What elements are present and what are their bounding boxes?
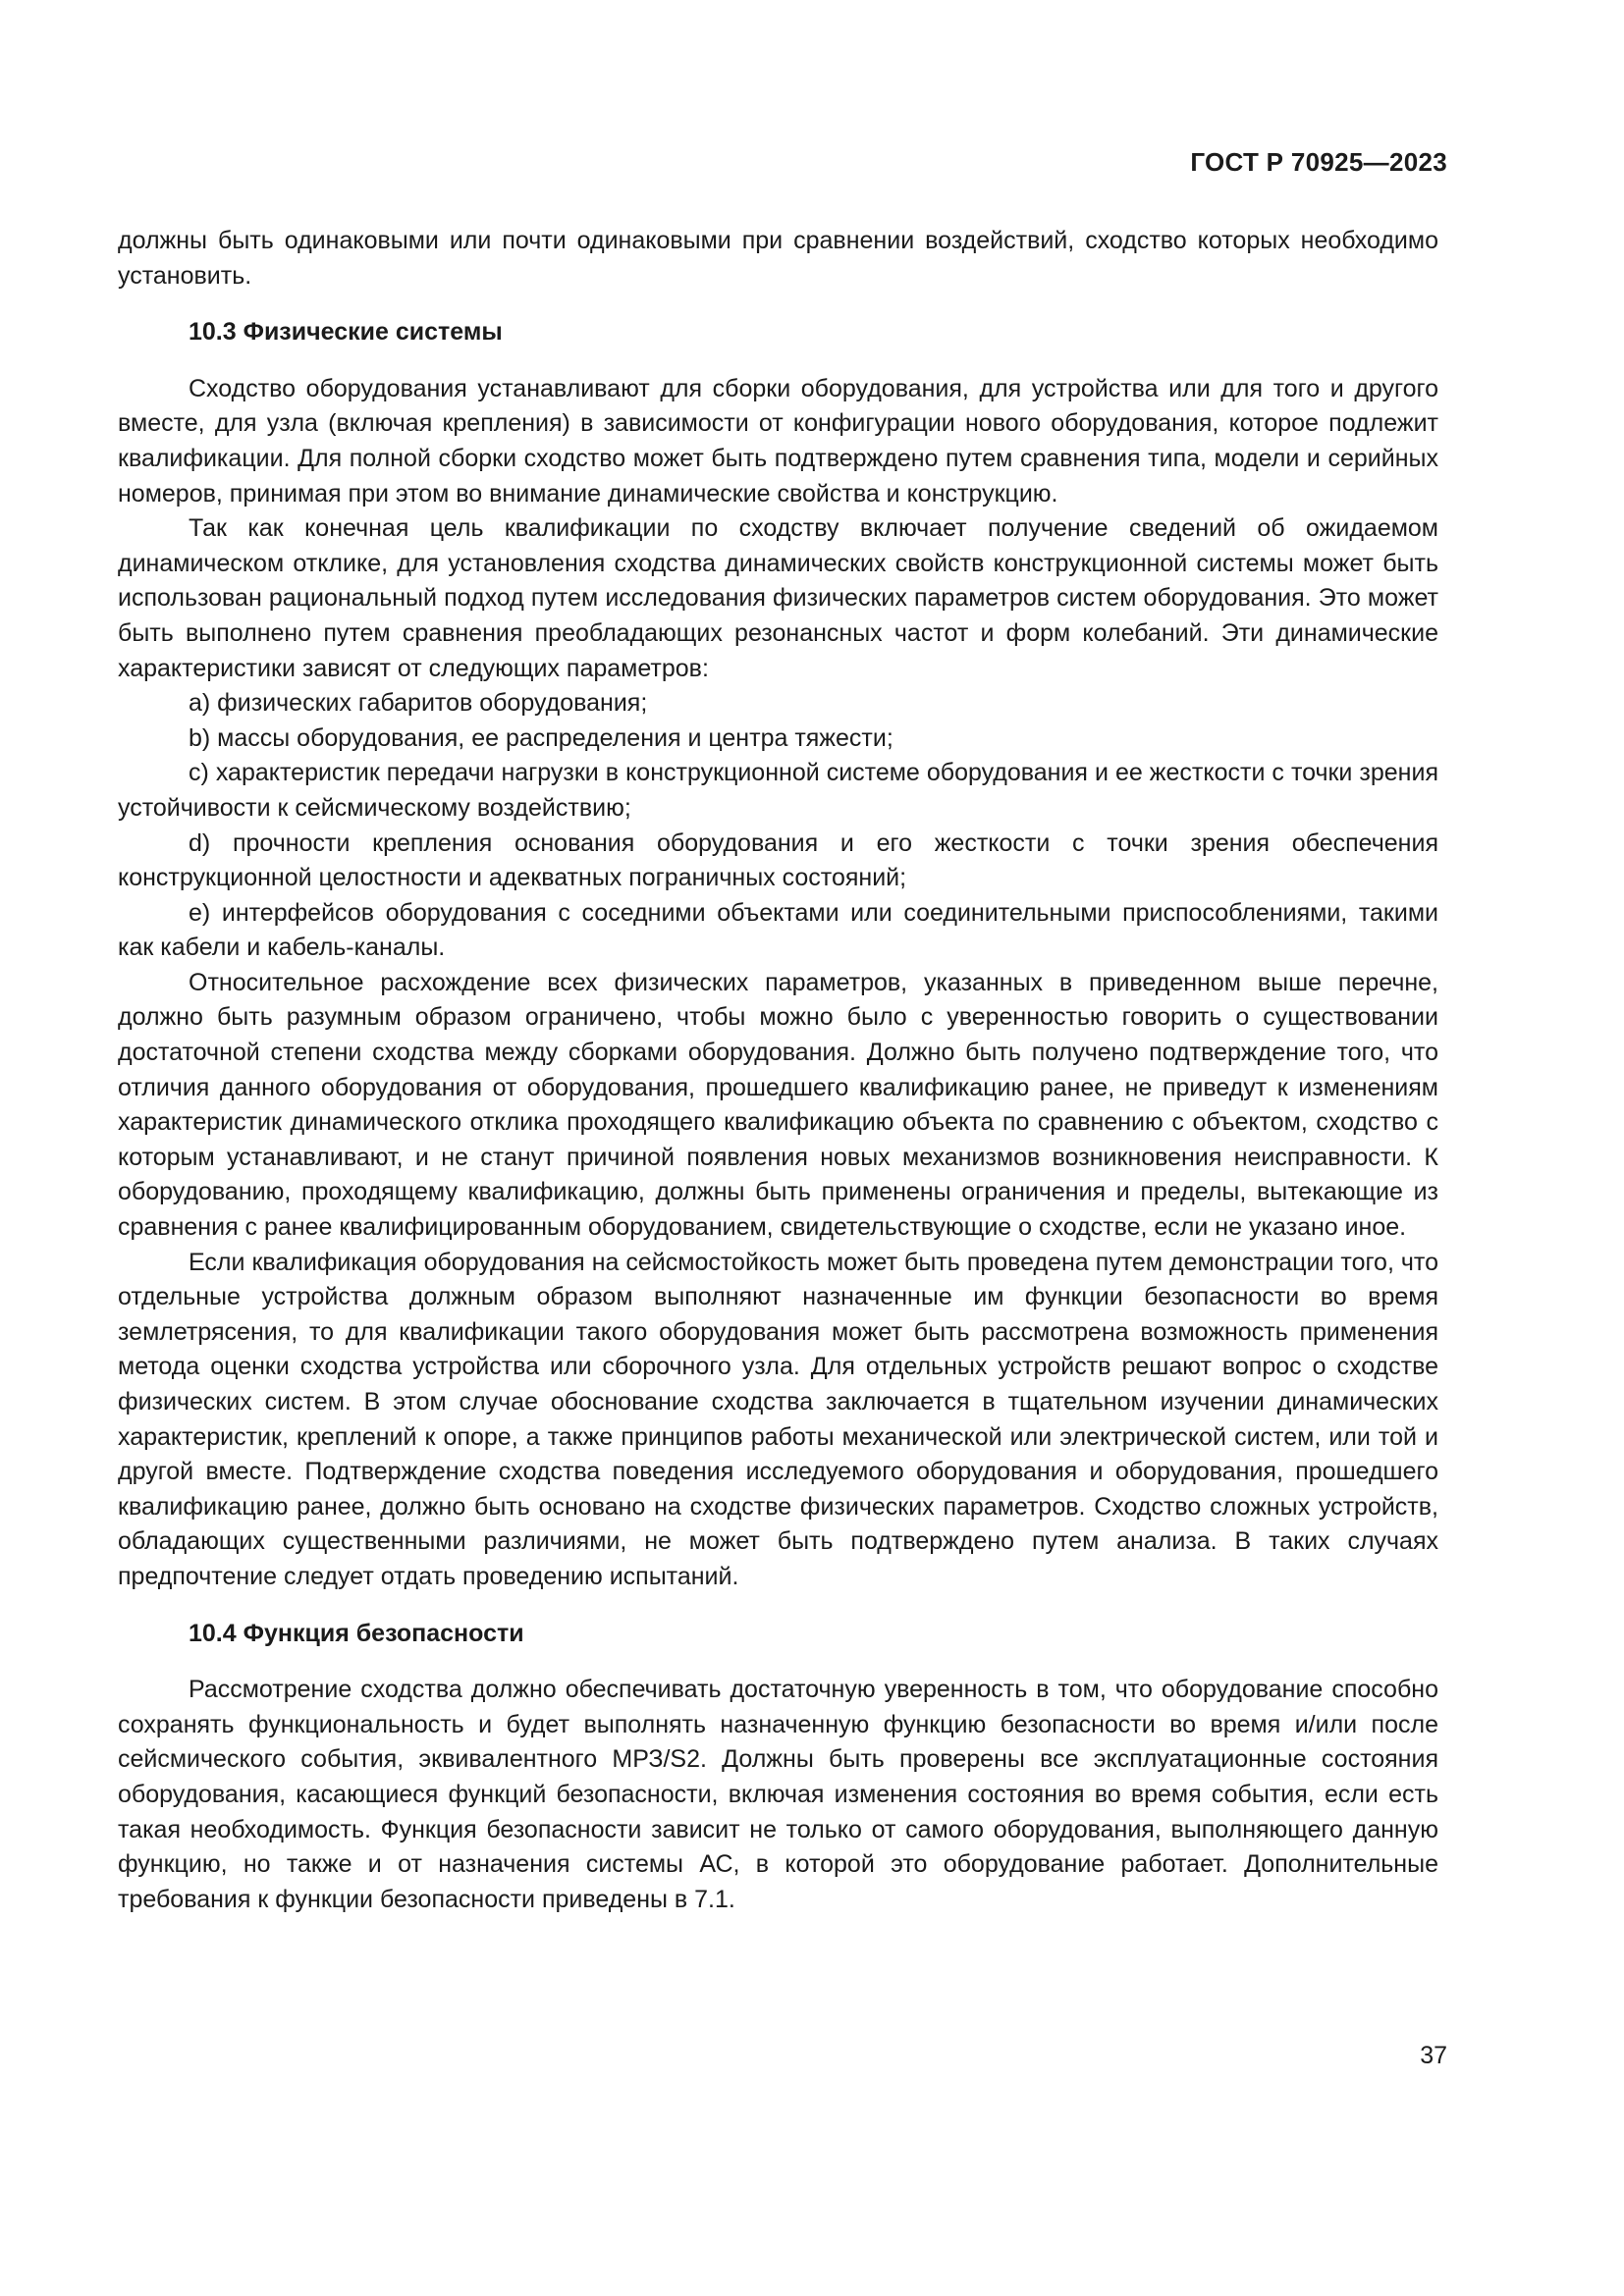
paragraph: Сходство оборудования устанавливают для сборки оборудования, для устройства или для того и другого вместе, для узла (включая крепления) в зависимости от конфигурации нового оборудования, которое подлежит квалификации. Для полной сборки сходство может быть подтверждено путем сравнения типа, модели и серийных номеров, принимая при этом во внимание динамические свойства и конструкцию. [118, 374, 1438, 507]
paragraph: Относительное расхождение всех физических параметров, указанных в приведенном выше перечне, должно быть разумным образом ограничено, чтобы можно было с уверенностью говорить о существовании достаточной степени сходства между сборками оборудования. Должно быть получено подтверждение того, что отличия данного оборудования от оборудования, прошедшего квалификацию ранее, не приведут к изменениям характеристик динамического отклика проходящего квалификацию объекта по сравнению с объектом, сходство с которым устанавливают, и не станут причиной появления новых механизмов возникновения неисправности. К оборудованию, проходящему квалификацию, должны быть применены ограничения и пределы, вытекающие из сравнения с ранее квалифицированным оборудованием, свидетельствующие о сходстве, если не указано иное. [118, 968, 1438, 1242]
section-heading-10-4: 10.4 Функция безопасности [189, 1619, 524, 1647]
page-body [118, 224, 1438, 1917]
section-heading-10-3: 10.3 Физические системы [189, 318, 503, 347]
list-item-e: e) интерфейсов оборудования с соседними объектами или соединительными приспособлениями, такими как кабели и кабель-каналы. [118, 898, 1438, 962]
list-item-d: d) прочности крепления основания оборудования и его жесткости с точки зрения обеспечения конструкционной целостности и адекватных пограничных состояний; [118, 828, 1438, 892]
paragraph: Рассмотрение сходства должно обеспечивать достаточную уверенность в том, что оборудование способно сохранять функциональность и будет выполнять назначенную функцию безопасности во время и/или после сейсмического события, эквивалентного МРЗ/S2. Должны быть проверены все эксплуатационные состояния оборудования, касающиеся функций безопасности, включая изменения состояния во время события, если есть такая необходимость. Функция безопасности зависит не только от самого оборудования, выполняющего данную функцию, но также и от назначения системы АС, в которой это оборудование работает. Дополнительные требования к функции безопасности приведены в 7.1. [118, 1676, 1438, 1913]
continued-paragraph: должны быть одинаковыми или почти одинаковыми при сравнении воздействий, сходство которых необходимо установить. [118, 227, 1438, 290]
list-item-b: b) массы оборудования, ее распределения и центра тяжести; [189, 723, 893, 752]
document-code: ГОСТ Р 70925—2023 [1190, 147, 1447, 177]
paragraph: Если квалификация оборудования на сейсмостойкость может быть проведена путем демонстрации того, что отдельные устройства должным образом выполняют назначенные им функции безопасности во время землетрясения, то для квалификации такого оборудования может быть рассмотрена возможность применения метода оценки сходства устройства или сборочного узла. Для отдельных устройств решают вопрос о сходстве физических систем. В этом случае обоснование сходства заключается в тщательном изучении динамических характеристик, креплений к опоре, а также принципов работы механической или электрической систем, или той и другой вместе. Подтверждение сходства поведения исследуемого оборудования и оборудования, прошедшего квалификацию ранее, должно быть основано на сходстве физических параметров. Сходство сложных устройств, обладающих существенными различиями, не может быть подтверждено путем анализа. В таких случаях предпочтение следует отдать проведению испытаний. [118, 1248, 1438, 1590]
list-item-a: a) физических габаритов оборудования; [189, 689, 648, 718]
page-number: 37 [1420, 2042, 1447, 2069]
list-item-c: c) характеристик передачи нагрузки в конструкционной системе оборудования и ее жесткости с точки зрения устойчивости к сейсмическому воздействию; [118, 759, 1438, 822]
paragraph: Так как конечная цель квалификации по сходству включает получение сведений об ожидаемом динамическом отклике, для установления сходства динамических свойств конструкционной системы может быть использован рациональный подход путем исследования физических параметров систем оборудования. Это может быть выполнено путем сравнения преобладающих резонансных частот и форм колебаний. Эти динамические характеристики зависят от следующих параметров: [118, 514, 1438, 682]
